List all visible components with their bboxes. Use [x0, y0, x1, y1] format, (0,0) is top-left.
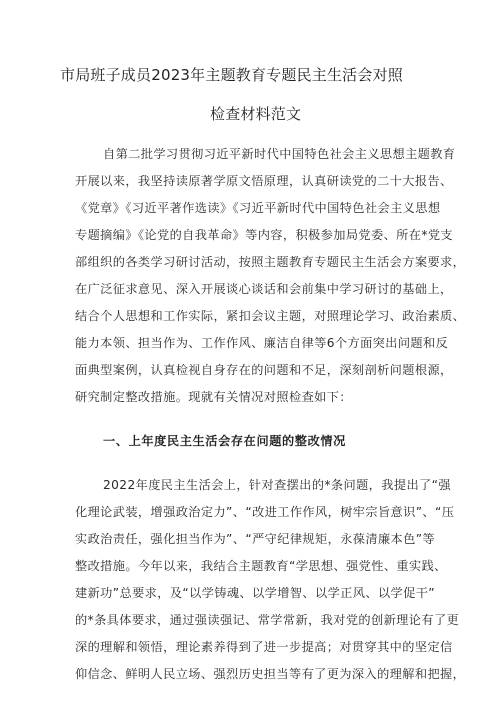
- paragraph-1-line: 开展以来，我坚持读原著学原文悟原理，认真研读党的二十大报告、: [75, 174, 453, 188]
- paragraph-2-line: 深的理解和领悟，理论素养得到了进一步提高；对贯穿其中的坚定信: [75, 640, 453, 654]
- paragraph-2-line: 整改措施。今年以来，我结合主题教育“学思想、强党性、重实践、: [75, 559, 447, 573]
- paragraph-1-line: 专题摘编》《论党的自我革命》等内容，积极参加局党委、所在*党支: [75, 228, 454, 242]
- paragraph-2-line: 仰信念、鲜明人民立场、强烈历史担当等有了更为深入的理解和把握，: [75, 667, 466, 681]
- paragraph-2-line: 实政治责任，强化担当作为”、“严守纪律规矩，永葆清廉本色”等: [75, 532, 436, 546]
- paragraph-1-line: 自第二批学习贯彻习近平新时代中国特色社会主义思想主题教育: [103, 147, 456, 161]
- paragraph-2-line: 的*条具体要求，通过强读强记、常学常新，我对党的创新理论有了更: [75, 613, 460, 627]
- paragraph-2-line: 2022年度民主生活会上，针对查摆出的*条问题，我提出了“强: [103, 478, 451, 492]
- paragraph-1-line: 在广泛征求意见、深入开展谈心谈话和会前集中学习研讨的基础上，: [75, 282, 453, 296]
- paragraph-1-line: 结合个人思想和工作实际，紧扣会议主题，对照理论学习、政治素质、: [75, 309, 466, 323]
- paragraph-1-line: 能力本领、担当作为、工作作风、廉洁自律等6个方面突出问题和反: [75, 336, 449, 350]
- paragraph-1-line: 部组织的各类学习研讨活动，按照主题教育专题民主生活会方案要求，: [75, 255, 466, 269]
- document-title-line-1: 市局班子成员2023年主题教育专题民主生活会对照: [60, 66, 403, 84]
- paragraph-1-line: 面典型案例，认真检视自身存在的问题和不足，深刻剖析问题根源，: [75, 363, 453, 377]
- paragraph-2-line: 化理论武装，增强政治定力”、“改进工作作风，树牢宗旨意识”、“压: [75, 505, 455, 519]
- document-title-line-2: 检查材料范文: [210, 105, 302, 123]
- paragraph-2-line: 建新功”总要求，及“以学铸魂、以学增智、以学正风、以学促干”: [75, 586, 436, 600]
- paragraph-1-line: 研究制定整改措施。现就有关情况对照检查如下：: [75, 390, 352, 404]
- paragraph-1-line: 《党章》《习近平著作选读》《习近平新时代中国特色社会主义思想: [75, 201, 441, 215]
- section-heading: 一、上年度民主生活会存在问题的整改情况: [103, 434, 346, 448]
